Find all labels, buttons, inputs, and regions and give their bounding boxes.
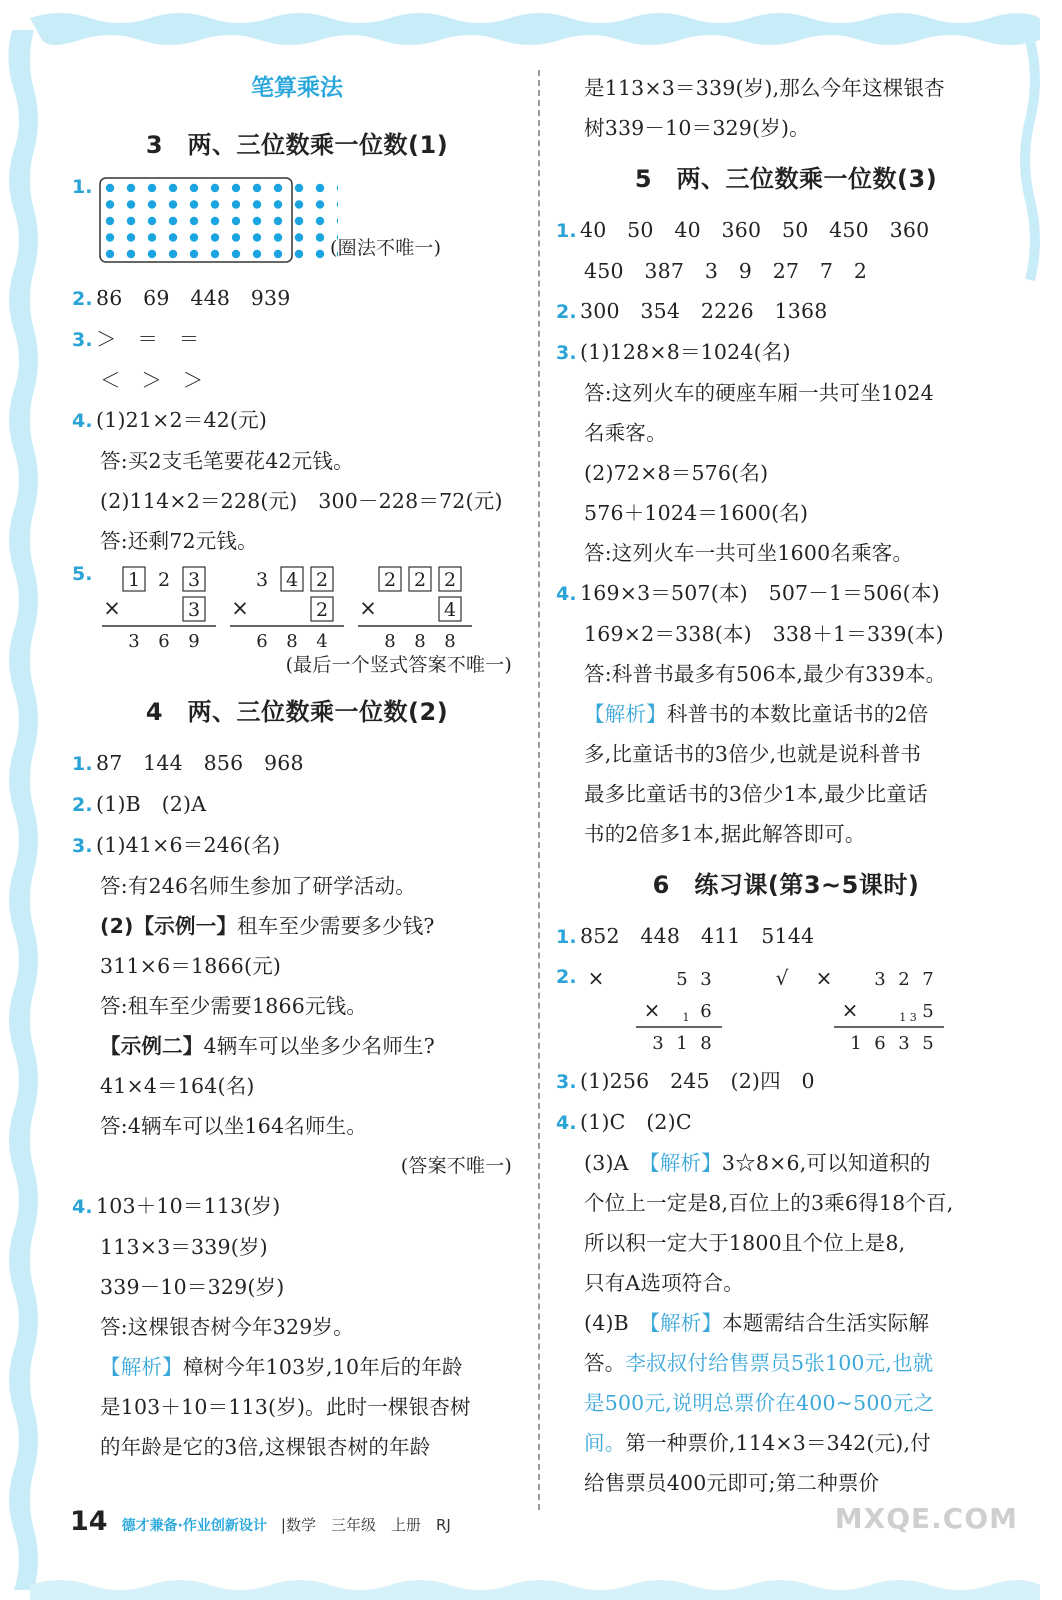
analysis-text: 樟树今年103岁,10年后的年龄 <box>182 1355 463 1379</box>
answer-text: (1)256 245 (2)四 0 <box>580 1069 815 1093</box>
dot <box>190 184 198 192</box>
answer-note: (答案不唯一) <box>400 1155 512 1177</box>
analysis-line: 是103＋10＝113(岁)。此时一棵银杏树 <box>100 1395 471 1419</box>
q-number: 3. <box>72 835 93 857</box>
answer-line: (2)114×2＝228(元) 300－228＝72(元) <box>100 489 503 513</box>
analysis-tag: 【解析】 <box>649 1151 722 1175</box>
q-number: 5. <box>72 563 93 585</box>
analysis-text: 第一种票价,114×3＝342(元),付 <box>625 1431 931 1455</box>
answer-line: (2)72×8＝576(名) <box>584 461 769 485</box>
sec3-q4 <box>72 400 522 441</box>
q-number: 4. <box>556 1112 577 1134</box>
watermark-logo: MXQE.COM <box>834 1502 1018 1535</box>
page-number: 14 <box>70 1506 108 1537</box>
q-number: 2. <box>556 301 577 323</box>
answer-line: 答:科普书最多有506本,最少有339本。 <box>584 662 947 686</box>
carry-digit: 1 3 <box>899 1011 917 1024</box>
dot <box>253 233 261 241</box>
dot <box>316 184 324 192</box>
digit: 8 <box>414 631 426 652</box>
digit: 3 <box>652 1033 664 1054</box>
analysis-line: 给售票员400元即可;第二种票价 <box>584 1471 880 1495</box>
answer-text: 300 354 2226 1368 <box>580 299 828 323</box>
digit: 4 <box>316 631 328 652</box>
dot <box>316 200 324 208</box>
analysis-line: 只有A选项符合。 <box>584 1271 744 1295</box>
digit: 4 <box>443 599 457 621</box>
analysis-text: 答。 <box>584 1351 626 1375</box>
answer-line: 311×6＝1866(元) <box>100 954 282 978</box>
answer-line <box>72 1026 522 1066</box>
answer-line: 答:还剩72元钱。 <box>100 529 258 553</box>
sec4-q2 <box>72 784 522 825</box>
highlight-text: 李叔叔付给售票员5张100元,也就 <box>625 1351 934 1375</box>
digit: 6 <box>874 1033 886 1054</box>
dot <box>274 184 282 192</box>
dot <box>274 250 282 258</box>
section-5-title: 5 两、三位数乘一位数(3) <box>634 165 938 193</box>
vertical-multiplication-figures <box>584 957 984 1057</box>
dot <box>253 184 261 192</box>
dot <box>211 250 219 258</box>
analysis-line: 的年龄是它的3倍,这棵银杏树的年龄 <box>100 1435 431 1459</box>
dot <box>232 184 240 192</box>
analysis-line <box>556 1423 1016 1463</box>
digit: 7 <box>922 969 934 990</box>
answer-line <box>72 906 522 946</box>
dot <box>106 233 114 241</box>
highlight-text: 间。 <box>584 1431 626 1455</box>
dot <box>148 233 156 241</box>
digit: 6 <box>158 631 170 652</box>
digit: 3 <box>874 969 886 990</box>
dot <box>127 233 135 241</box>
q5-note: (最后一个竖式答案不唯一) <box>285 654 512 676</box>
answer-text: 103＋10＝113(岁) <box>96 1194 281 1218</box>
answer-line: 答:这列火车一共可坐1600名乘客。 <box>584 541 914 565</box>
sec4-q3 <box>72 825 522 866</box>
answer-line: 169×2＝338(本) 338＋1＝339(本) <box>584 622 944 646</box>
digit: 9 <box>188 631 200 652</box>
analysis-tag: 【解析】 <box>100 1355 183 1379</box>
q-number: 2. <box>72 794 93 816</box>
analysis-line <box>72 1347 522 1387</box>
sec3-q2 <box>72 278 522 319</box>
times-sign: × <box>359 596 377 620</box>
sec3-q1 <box>72 176 522 278</box>
dot <box>169 200 177 208</box>
sec3-q3-b: ＜ ＞ ＞ <box>100 368 204 392</box>
q-number: 2. <box>556 966 577 988</box>
q-number: 4. <box>72 410 93 432</box>
column-divider <box>538 70 540 1510</box>
dot <box>295 250 303 258</box>
answer-text: 租车至少需要多少钱? <box>237 914 435 938</box>
dot <box>337 217 338 225</box>
answer-text: (4)B <box>584 1311 650 1335</box>
digit: 2 <box>315 599 329 621</box>
digit: 2 <box>383 569 397 591</box>
analysis-line <box>556 1143 1016 1183</box>
sec3-q3 <box>72 319 522 360</box>
digit: 2 <box>315 569 329 591</box>
q-number: 4. <box>72 1196 93 1218</box>
vertical-multiplication-figures <box>100 565 520 653</box>
digit: 5 <box>922 1033 934 1054</box>
dot <box>211 184 219 192</box>
sec6-q3 <box>556 1061 1016 1102</box>
dot <box>232 217 240 225</box>
digit: 8 <box>444 631 456 652</box>
dot-note: (圈法不唯一) <box>330 237 442 259</box>
dot <box>295 184 303 192</box>
answer-line: 名乘客。 <box>584 421 667 445</box>
analysis-line <box>556 1343 1016 1383</box>
dot <box>106 217 114 225</box>
sec4-q4 <box>72 1186 522 1227</box>
q-number: 2. <box>72 288 93 310</box>
dot <box>169 217 177 225</box>
dot <box>274 200 282 208</box>
dot <box>190 217 198 225</box>
dot <box>295 217 303 225</box>
analysis-line <box>556 694 1016 734</box>
dot <box>148 184 156 192</box>
answer-line: 答:4辆车可以坐164名师生。 <box>100 1114 368 1138</box>
answer-text: ＞ ＝ ＝ <box>96 327 200 351</box>
dot <box>148 200 156 208</box>
digit: 3 <box>898 1033 910 1054</box>
subject-info: |数学 三年级 上册 RJ <box>280 1516 451 1534</box>
answer-line: 576＋1024＝1600(名) <box>584 501 809 525</box>
digit: 8 <box>700 1033 712 1054</box>
dot <box>169 250 177 258</box>
continued-line: 树339－10＝329(岁)。 <box>584 116 810 140</box>
dot <box>337 200 338 208</box>
answer-text: 4辆车可以坐多少名师生? <box>203 1034 435 1058</box>
analysis-text: 本题需结合生活实际解 <box>722 1311 930 1335</box>
q-number: 3. <box>556 1071 577 1093</box>
dot <box>169 233 177 241</box>
answer-text: (1)B (2)A <box>96 792 207 816</box>
answer-line: 答:租车至少需要1866元钱。 <box>100 994 368 1018</box>
dot <box>232 200 240 208</box>
continued-line: 是113×3＝339(岁),那么今年这棵银杏 <box>584 76 945 100</box>
sec6-q2 <box>556 957 1016 1061</box>
q-number: 3. <box>72 329 93 351</box>
digit: 2 <box>157 569 171 591</box>
answer-line: 答:这棵银杏树今年329岁。 <box>100 1315 354 1339</box>
times-sign: × <box>643 998 661 1022</box>
digit: 1 <box>676 1033 688 1054</box>
category-heading: 笔算乘法 <box>251 75 343 101</box>
times-sign: × <box>231 596 249 620</box>
digit: 3 <box>128 631 140 652</box>
page-footer <box>70 1506 451 1537</box>
dot <box>211 200 219 208</box>
section-6-title: 6 练习课(第3~5课时) <box>652 871 920 899</box>
brand-name: 德才兼备·作业创新设计 <box>121 1518 267 1534</box>
dot-array-figure <box>98 176 338 268</box>
answer-text: 86 69 448 939 <box>96 286 291 310</box>
dot <box>127 200 135 208</box>
q-number: 1. <box>556 220 577 242</box>
analysis-line: 所以积一定大于1800且个位上是8, <box>584 1231 906 1255</box>
analysis-text: 科普书的本数比童话书的2倍 <box>666 702 929 726</box>
dot <box>169 184 177 192</box>
digit: 3 <box>700 969 712 990</box>
dot <box>274 217 282 225</box>
digit: 1 <box>850 1033 862 1054</box>
dot <box>211 233 219 241</box>
section-4-title: 4 两、三位数乘一位数(2) <box>145 698 449 726</box>
dot <box>190 250 198 258</box>
dot <box>127 250 135 258</box>
times-sign: × <box>841 998 859 1022</box>
dot <box>106 250 114 258</box>
digit: 8 <box>384 631 396 652</box>
sec5-q3 <box>556 332 1016 373</box>
sec5-q2 <box>556 291 1016 332</box>
cross-mark: × <box>815 966 833 990</box>
analysis-line: 多,比童话书的3倍少,也就是说科普书 <box>584 742 922 766</box>
dot <box>106 184 114 192</box>
answer-line: 339－10＝329(岁) <box>100 1275 285 1299</box>
digit: 2 <box>413 569 427 591</box>
dot <box>253 250 261 258</box>
dot <box>232 233 240 241</box>
digit: 3 <box>187 569 201 591</box>
dot <box>274 233 282 241</box>
answer-line: 113×3＝339(岁) <box>100 1235 268 1259</box>
dot <box>337 184 338 192</box>
dot <box>190 233 198 241</box>
analysis-tag: 【解析】 <box>649 1311 723 1335</box>
digit: 3 <box>187 599 201 621</box>
example-tag: 【示例二】 <box>100 1034 204 1058</box>
analysis-line: 书的2倍多1本,据此解答即可。 <box>584 822 866 846</box>
sec6-q4 <box>556 1102 1016 1143</box>
digit: 4 <box>285 569 299 591</box>
carry-digit: 1 <box>682 1011 690 1024</box>
digit: 6 <box>256 631 268 652</box>
dot <box>316 217 324 225</box>
analysis-line: 最多比童话书的3倍少1本,最少比童话 <box>584 782 928 806</box>
digit: 2 <box>898 969 910 990</box>
sec5-q4 <box>556 573 1016 614</box>
sec6-q1 <box>556 916 1016 957</box>
check-mark: √ <box>775 966 789 990</box>
digit: 6 <box>700 1001 712 1022</box>
answer-line: 答:买2支毛笔要花42元钱。 <box>100 449 354 473</box>
dot <box>316 250 324 258</box>
highlight-line: 是500元,说明总票价在400~500元之 <box>584 1391 935 1415</box>
analysis-line <box>556 1303 1016 1343</box>
cross-mark: × <box>587 966 605 990</box>
dot <box>253 200 261 208</box>
dot <box>316 233 324 241</box>
dot <box>253 217 261 225</box>
answer-text: (1)C (2)C <box>580 1110 692 1134</box>
dot <box>232 250 240 258</box>
answer-line: 450 387 3 9 27 7 2 <box>584 259 868 283</box>
answer-line: 答:有246名师生参加了研学活动。 <box>100 874 416 898</box>
dot <box>190 200 198 208</box>
dot <box>295 200 303 208</box>
digit: 2 <box>443 569 457 591</box>
answer-text: (1)21×2＝42(元) <box>96 408 268 432</box>
dot <box>211 217 219 225</box>
sec4-q1 <box>72 743 522 784</box>
q-number: 3. <box>556 342 577 364</box>
q-number: 1. <box>72 753 93 775</box>
answer-text: 40 50 40 360 50 450 360 <box>580 218 930 242</box>
right-column <box>556 68 1016 1503</box>
q-number: 1. <box>556 926 577 948</box>
answer-text: (1)41×6＝246(名) <box>96 833 281 857</box>
dot <box>295 233 303 241</box>
dot <box>148 250 156 258</box>
analysis-text: 3☆8×6,可以知道积的 <box>721 1151 931 1175</box>
answer-text: (3)A <box>584 1151 650 1175</box>
digit: 3 <box>255 569 269 591</box>
sec5-q1 <box>556 210 1016 251</box>
digit: 5 <box>676 969 688 990</box>
section-3-title: 3 两、三位数乘一位数(1) <box>145 131 449 159</box>
dot <box>127 217 135 225</box>
q-number: 4. <box>556 583 577 605</box>
answer-text: (1)128×8＝1024(名) <box>580 340 791 364</box>
answer-line: 答:这列火车的硬座车厢一共可坐1024 <box>584 381 934 405</box>
analysis-tag: 【解析】 <box>584 702 667 726</box>
answer-text: 87 144 856 968 <box>96 751 304 775</box>
sec3-q5 <box>72 561 522 681</box>
left-column <box>72 62 522 1467</box>
analysis-line: 个位上一定是8,百位上的3乘6得18个百, <box>584 1191 954 1215</box>
answer-text: 852 448 411 5144 <box>580 924 815 948</box>
example-tag: (2)【示例一】 <box>100 914 238 938</box>
digit: 5 <box>922 1001 934 1022</box>
dot <box>106 200 114 208</box>
q-number: 1. <box>72 176 93 198</box>
digit: 1 <box>127 569 141 591</box>
dot <box>127 184 135 192</box>
dot <box>148 217 156 225</box>
answer-text: 169×3＝507(本) 507－1＝506(本) <box>580 581 940 605</box>
times-sign: × <box>103 596 121 620</box>
digit: 8 <box>286 631 298 652</box>
answer-line: 41×4＝164(名) <box>100 1074 255 1098</box>
